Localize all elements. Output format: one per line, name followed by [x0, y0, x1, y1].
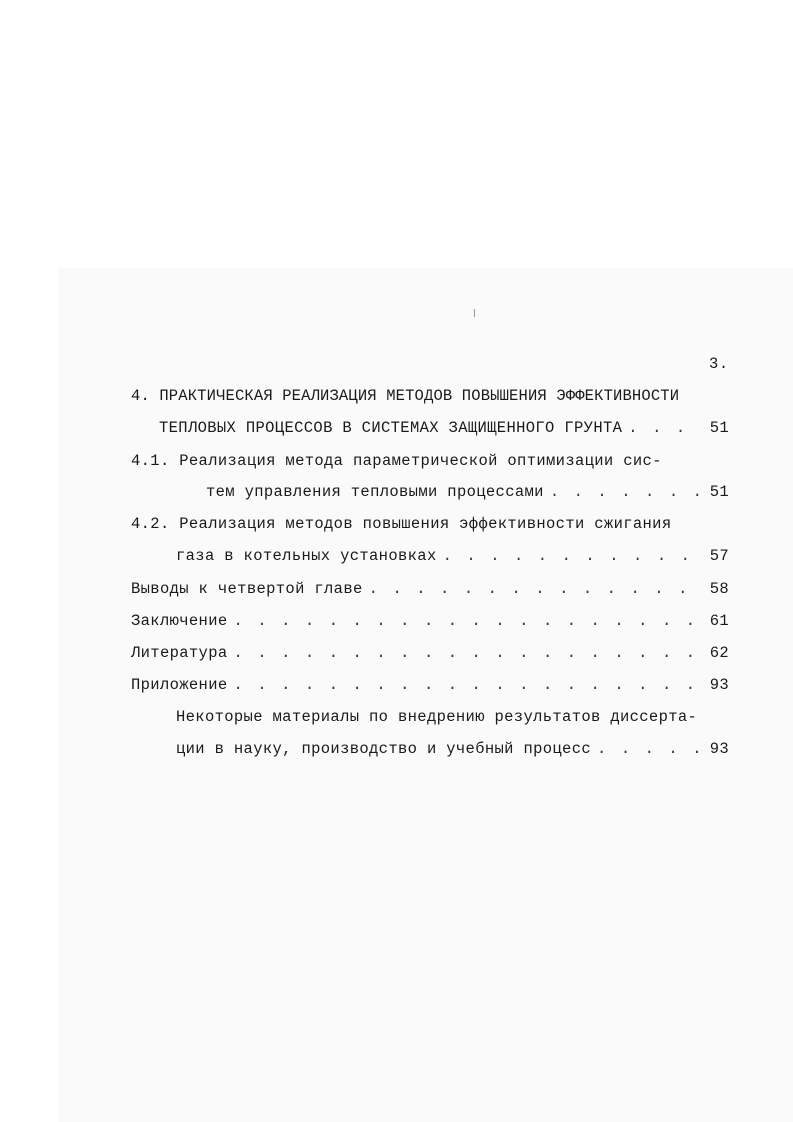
toc-chapter-4-line1: 4. ПРАКТИЧЕСКАЯ РЕАЛИЗАЦИЯ МЕТОДОВ ПОВЫШЕНИЯ ЭФФЕКТИВНОСТИ [131, 387, 680, 405]
toc-entry-title: Выводы к четвертой главе [131, 580, 363, 598]
scan-speck [474, 309, 475, 317]
toc-appendix-sub-line1: Некоторые материалы по внедрению результатов диссерта- [176, 708, 698, 726]
toc-chapter-4-title-cont: ТЕПЛОВЫХ ПРОЦЕССОВ В СИСТЕМАХ ЗАЩИЩЕННОГО ГРУНТА [159, 419, 623, 437]
dot-leader [443, 546, 699, 566]
toc-section-4-2-line2 [176, 546, 729, 566]
dot-leader [234, 675, 699, 695]
toc-section-4-1-line1: 4.1. Реализация метода параметрической оптимизации сис- [131, 452, 662, 470]
toc-entry-page: 61 [709, 612, 729, 630]
toc-chapter-4-page: 51 [709, 419, 729, 437]
dot-leader [597, 739, 699, 759]
dot-leader [234, 643, 699, 663]
toc-entry-page: 62 [709, 644, 729, 662]
page-number: 3. [709, 355, 729, 373]
toc-section-4-2-page: 57 [709, 547, 729, 565]
toc-appendix-sub-page: 93 [709, 740, 729, 758]
toc-entry-conclusions-ch4 [131, 579, 729, 599]
toc-entry-title: Литература [131, 644, 228, 662]
toc-section-4-2-title-cont: газа в котельных установках [176, 547, 437, 565]
toc-entry-conclusion [131, 611, 729, 631]
dot-leader [550, 482, 699, 502]
toc-appendix-sub-line2 [176, 739, 729, 759]
dot-leader [369, 579, 699, 599]
toc-section-4-1-line2 [206, 482, 729, 502]
toc-entry-literature [131, 643, 729, 663]
toc-appendix-sub-title-cont: ции в науку, производство и учебный процесс [176, 740, 592, 758]
toc-section-4-2-line1: 4.2. Реализация методов повышения эффективности сжигания [131, 515, 672, 533]
dot-leader [628, 418, 699, 438]
toc-entry-title: Приложение [131, 676, 228, 694]
toc-entry-page: 93 [709, 676, 729, 694]
dot-leader [234, 611, 699, 631]
toc-section-4-1-title-cont: тем управления тепловыми процессами [206, 483, 544, 501]
toc-chapter-4-line2 [159, 418, 729, 438]
toc-entry-page: 58 [709, 580, 729, 598]
toc-section-4-1-page: 51 [709, 483, 729, 501]
toc-entry-title: Заключение [131, 612, 228, 630]
toc-entry-appendix [131, 675, 729, 695]
